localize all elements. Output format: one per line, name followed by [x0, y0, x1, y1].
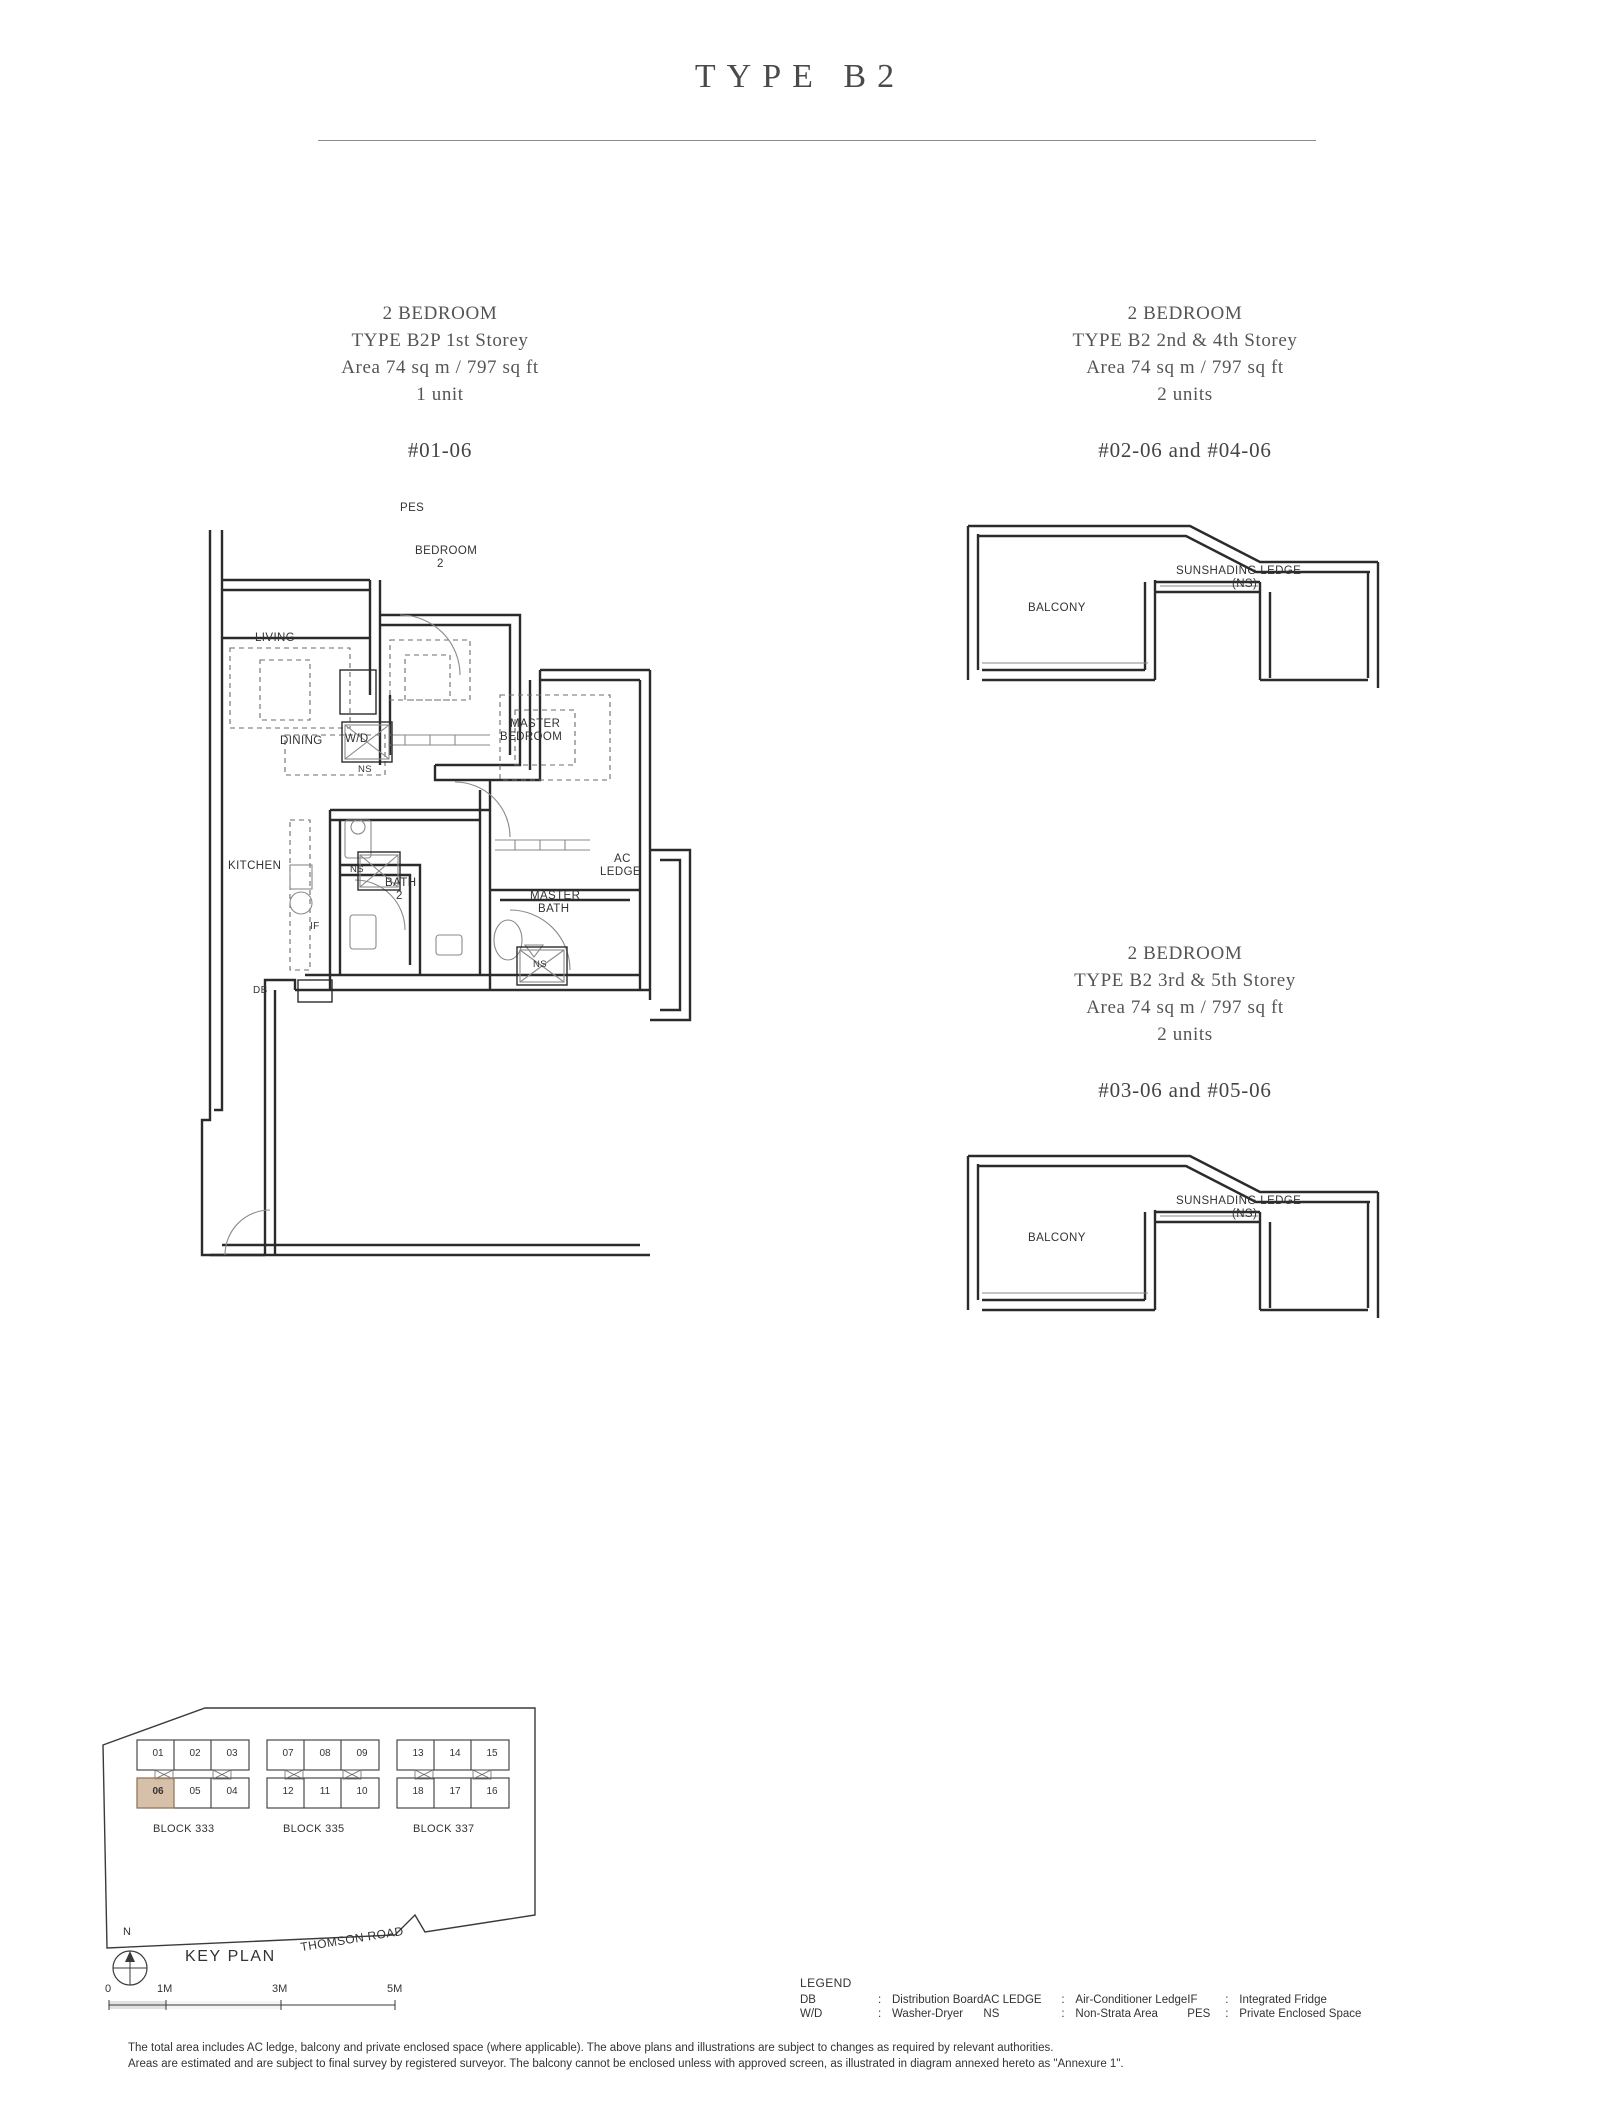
legend-value-ns: Non-Strata Area	[1075, 2008, 1158, 2020]
legend-value-ac-ledge: Air-Conditioner Ledge	[1075, 1994, 1188, 2006]
room-label-master-line1: MASTER	[510, 718, 561, 730]
caption-type: TYPE B2 2nd & 4th Storey	[1072, 330, 1298, 351]
room-label-ns-2: NS	[350, 864, 364, 875]
legend-sep: :	[878, 1994, 882, 2006]
legend-sep: :	[878, 2008, 882, 2020]
legend-sep: :	[1225, 1994, 1229, 2006]
key-plan-unit-17[interactable]: 17	[449, 1786, 461, 1797]
floor-plan-b2p	[190, 502, 890, 1310]
legend-key-wd: W/D	[800, 2008, 823, 2020]
room-label-sunshading-1-line1: SUNSHADING LEDGE	[1176, 565, 1302, 577]
legend-key-if: IF	[1187, 1994, 1198, 2006]
legend-table	[800, 1993, 1361, 2021]
key-plan-unit-15[interactable]: 15	[486, 1748, 498, 1759]
key-plan	[95, 1700, 555, 2030]
footer-line-2: Areas are estimated and are subject to final survey by registered surveyor. The balcony cannot be enclosed unless with approved screen, as illustrated in diagram annexed hereto as "Annexure 1".	[128, 2058, 1124, 2070]
room-label-ac-ledge-line2: LEDGE	[600, 866, 641, 878]
unit-caption-b2p	[195, 300, 685, 463]
caption-type: TYPE B2 3rd & 5th Storey	[1074, 970, 1296, 991]
key-plan-title: KEY PLAN	[185, 1948, 276, 1965]
key-plan-block-333: BLOCK 333	[153, 1823, 215, 1835]
footer-line-1: The total area includes AC ledge, balcony and private enclosed space (where applicable). The above plans and illustrations are subject to changes as required by relevant authorities.	[128, 2042, 1054, 2054]
key-plan-unit-09[interactable]: 09	[356, 1748, 368, 1759]
caption-unit-numbers: #01-06	[407, 438, 473, 462]
key-plan-unit-11[interactable]: 11	[319, 1786, 331, 1797]
legend-sep: :	[1061, 2008, 1065, 2020]
key-plan-block-335: BLOCK 335	[283, 1823, 345, 1835]
room-label-master-line2: BEDROOM	[500, 731, 563, 743]
room-label-living: LIVING	[255, 632, 296, 644]
caption-type: TYPE B2P 1st Storey	[351, 330, 529, 351]
balcony-svg-1	[960, 520, 1390, 750]
room-label-masterbath-line1: MASTER	[530, 890, 581, 902]
room-label-dining: DINING	[280, 735, 323, 747]
scale-label-3m: 3M	[272, 1983, 288, 1995]
room-label-sunshading-2-line1: SUNSHADING LEDGE	[1176, 1195, 1302, 1207]
room-label-sunshading-1-line2: (NS)	[1232, 578, 1258, 590]
caption-count: 1 unit	[416, 384, 464, 405]
key-plan-unit-13[interactable]: 13	[412, 1748, 424, 1759]
key-plan-unit-03[interactable]: 03	[226, 1748, 238, 1759]
key-plan-unit-10[interactable]: 10	[356, 1786, 368, 1797]
key-plan-unit-07[interactable]: 07	[282, 1748, 294, 1759]
caption-bedrooms: 2 BEDROOM	[382, 303, 498, 324]
room-label-bath2-line2: 2	[396, 890, 403, 902]
room-label-pes: PES	[400, 502, 425, 514]
room-label-kitchen: KITCHEN	[228, 860, 282, 872]
legend-value-wd: Washer-Dryer	[892, 2008, 964, 2020]
balcony-plan-3rd-5th	[960, 1150, 1390, 1380]
caption-area: Area 74 sq m / 797 sq ft	[1086, 997, 1284, 1018]
key-plan-unit-18[interactable]: 18	[412, 1786, 424, 1797]
caption-bedrooms: 2 BEDROOM	[1127, 303, 1243, 324]
caption-area: Area 74 sq m / 797 sq ft	[1086, 357, 1284, 378]
key-plan-unit-02[interactable]: 02	[189, 1748, 201, 1759]
legend	[800, 1976, 1560, 2021]
key-plan-block-337: BLOCK 337	[413, 1823, 475, 1835]
key-plan-unit-12[interactable]: 12	[282, 1786, 294, 1797]
title-divider	[318, 140, 1316, 141]
legend-row	[800, 2007, 1361, 2021]
room-label-if: IF	[310, 921, 320, 932]
room-label-balcony-1: BALCONY	[1028, 602, 1086, 614]
balcony-plan-2nd-4th	[960, 520, 1390, 750]
legend-key-ns: NS	[983, 2008, 1000, 2020]
caption-count: 2 units	[1157, 384, 1213, 405]
key-plan-unit-14[interactable]: 14	[449, 1748, 461, 1759]
room-label-balcony-2: BALCONY	[1028, 1232, 1086, 1244]
room-label-sunshading-2-line2: (NS)	[1232, 1208, 1258, 1220]
legend-row	[800, 1993, 1361, 2007]
room-label-wd: W/D	[345, 733, 369, 745]
unit-caption-b2-2nd-4th	[940, 300, 1430, 463]
caption-bedrooms: 2 BEDROOM	[1127, 943, 1243, 964]
key-plan-unit-04[interactable]: 04	[226, 1786, 238, 1797]
legend-sep: :	[1225, 2008, 1229, 2020]
room-label-db: DB	[253, 985, 268, 996]
caption-unit-numbers: #02-06 and #04-06	[1098, 438, 1272, 462]
key-plan-unit-16[interactable]: 16	[486, 1786, 498, 1797]
footer-disclaimer	[128, 2040, 1488, 2072]
key-plan-unit-01[interactable]: 01	[152, 1748, 164, 1759]
scale-label-0: 0	[105, 1983, 112, 1995]
legend-value-if: Integrated Fridge	[1239, 1994, 1327, 2006]
unit-caption-b2-3rd-5th	[940, 940, 1430, 1103]
key-plan-unit-06-highlighted[interactable]: 06	[152, 1786, 164, 1797]
legend-title: LEGEND	[800, 1976, 852, 1990]
balcony-svg-2	[960, 1150, 1390, 1380]
room-label-bedroom2-line1: BEDROOM	[415, 545, 478, 557]
room-label-ac-ledge-line1: AC	[614, 853, 631, 865]
legend-key-db: DB	[800, 1994, 816, 2006]
key-plan-unit-08[interactable]: 08	[319, 1748, 331, 1759]
legend-key-ac-ledge: AC LEDGE	[983, 1994, 1042, 2006]
key-plan-unit-05[interactable]: 05	[189, 1786, 201, 1797]
scale-label-5m: 5M	[387, 1983, 403, 1995]
page-title: TYPE B2	[694, 58, 906, 95]
caption-unit-numbers: #03-06 and #05-06	[1098, 1078, 1272, 1102]
legend-value-db: Distribution Board	[892, 1994, 984, 2006]
caption-area: Area 74 sq m / 797 sq ft	[341, 357, 539, 378]
north-label: N	[123, 1926, 131, 1938]
legend-value-pes: Private Enclosed Space	[1239, 2008, 1362, 2020]
room-label-masterbath-line2: BATH	[538, 903, 570, 915]
room-label-bath2-line1: BATH	[385, 877, 417, 889]
room-label-ns-1: NS	[358, 764, 372, 775]
legend-key-pes: PES	[1187, 2008, 1211, 2020]
road-label-thomson: THOMSON ROAD	[299, 1923, 405, 1955]
caption-count: 2 units	[1157, 1024, 1213, 1045]
room-label-bedroom2-line2: 2	[437, 558, 444, 570]
room-label-ns-3: NS	[533, 959, 547, 970]
legend-sep: :	[1061, 1994, 1065, 2006]
scale-label-1m: 1M	[157, 1983, 173, 1995]
